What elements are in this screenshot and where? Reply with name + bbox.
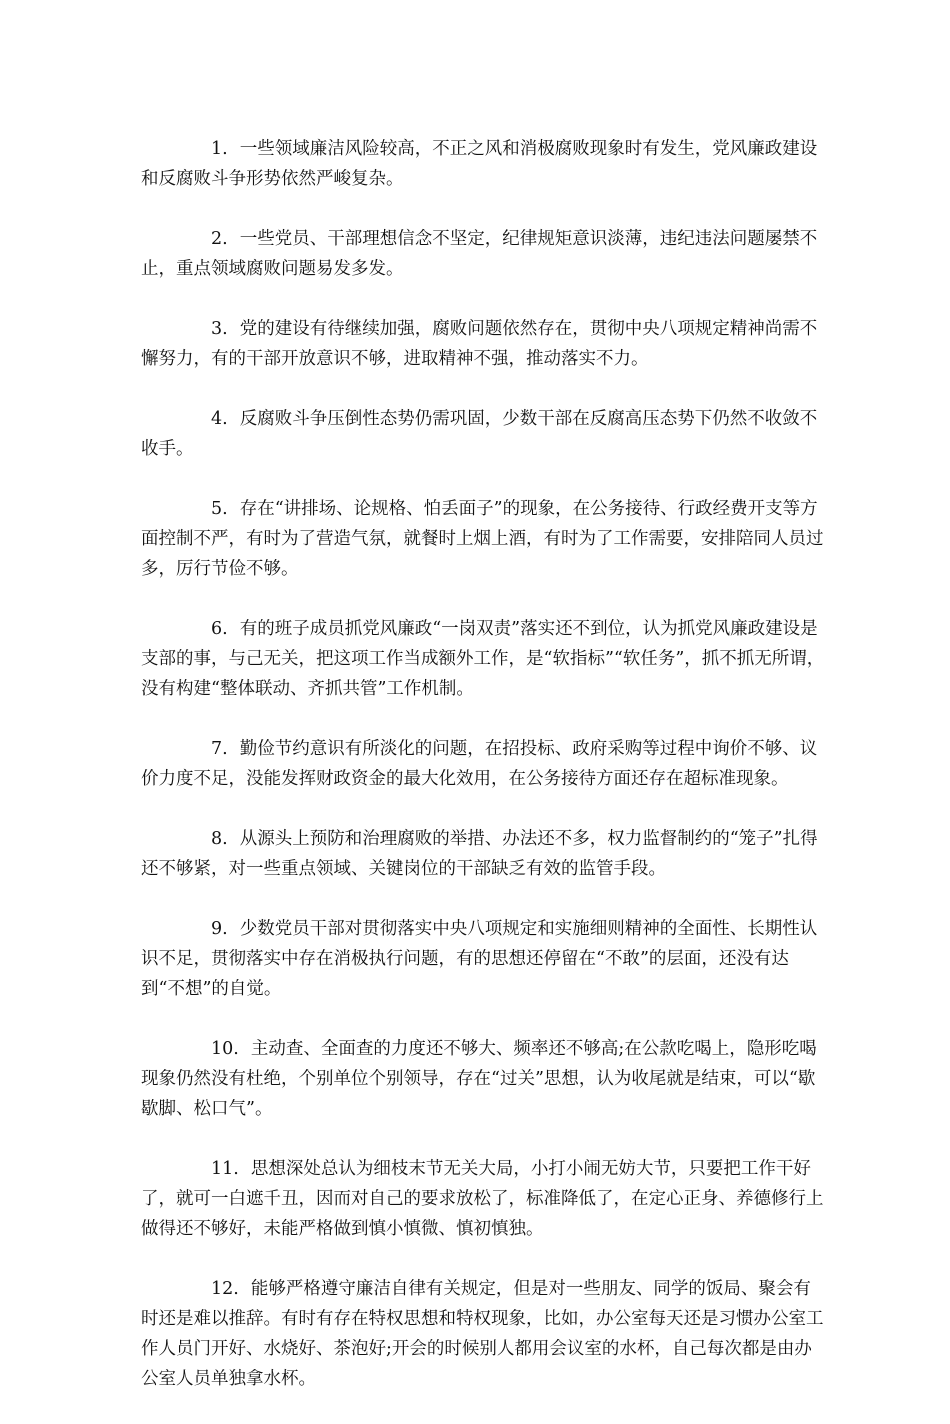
list-item	[141, 404, 826, 464]
item-text: 党的建设有待继续加强，腐败问题依然存在，贯彻中央八项规定精神尚需不懈努力，有的干部开放意识不够，进取精神不强，推动落实不力。	[141, 319, 818, 369]
item-text: 一些党员、干部理想信念不坚定，纪律规矩意识淡薄，违纪违法问题屡禁不止，重点领域腐败问题易发多发。	[141, 229, 818, 279]
item-number: 1.	[211, 139, 228, 159]
list-item	[141, 1154, 826, 1244]
list-item	[141, 134, 826, 194]
list-item	[141, 1034, 826, 1124]
item-number: 5.	[211, 499, 228, 519]
item-text: 勤俭节约意识有所淡化的问题，在招投标、政府采购等过程中询价不够、议价力度不足，没能发挥财政资金的最大化效用，在公务接待方面还存在超标准现象。	[141, 739, 818, 789]
item-text: 少数党员干部对贯彻落实中央八项规定和实施细则精神的全面性、长期性认识不足，贯彻落实中存在消极执行问题，有的思想还停留在“不敢”的层面，还没有达到“不想”的自觉。	[141, 919, 818, 999]
document-body	[141, 134, 826, 1424]
item-number: 10.	[211, 1039, 239, 1059]
item-text: 思想深处总认为细枝末节无关大局，小打小闹无妨大节，只要把工作干好了，就可一白遮千丑，因而对自己的要求放松了，标准降低了，在定心正身、养德修行上做得还不够好，未能严格做到慎小慎微、慎初慎独。	[141, 1159, 824, 1239]
item-number: 8.	[211, 829, 228, 849]
item-number: 6.	[211, 619, 228, 639]
item-text: 从源头上预防和治理腐败的举措、办法还不多，权力监督制约的“笼子”扎得还不够紧，对一些重点领域、关键岗位的干部缺乏有效的监管手段。	[141, 829, 818, 879]
list-item	[141, 734, 826, 794]
list-item	[141, 614, 826, 704]
item-text: 主动查、全面查的力度还不够大、频率还不够高;在公款吃喝上，隐形吃喝现象仍然没有杜绝，个别单位个别领导，存在“过关”思想，认为收尾就是结束，可以“歇歇脚、松口气”。	[141, 1039, 817, 1119]
list-item	[141, 824, 826, 884]
item-text: 一些领域廉洁风险较高，不正之风和消极腐败现象时有发生，党风廉政建设和反腐败斗争形势依然严峻复杂。	[141, 139, 818, 189]
item-text: 能够严格遵守廉洁自律有关规定，但是对一些朋友、同学的饭局、聚会有时还是难以推辞。有时有存在特权思想和特权现象，比如，办公室每天还是习惯办公室工作人员门开好、水烧好、茶泡好;开会的时候别人都用会议室的水杯，自己每次都是由办公室人员单独拿水杯。	[141, 1279, 824, 1389]
list-item	[141, 494, 826, 584]
item-text: 有的班子成员抓党风廉政“一岗双责”落实还不到位，认为抓党风廉政建设是支部的事，与己无关，把这项工作当成额外工作，是“软指标”“软任务”，抓不抓无所谓，没有构建“整体联动、齐抓共管”工作机制。	[141, 619, 825, 699]
item-number: 9.	[211, 919, 228, 939]
item-number: 7.	[211, 739, 228, 759]
item-text: 存在“讲排场、论规格、怕丢面子”的现象，在公务接待、行政经费开支等方面控制不严，有时为了营造气氛，就餐时上烟上酒，有时为了工作需要，安排陪同人员过多，厉行节俭不够。	[141, 499, 824, 579]
list-item	[141, 914, 826, 1004]
item-number: 2.	[211, 229, 228, 249]
list-item	[141, 1274, 826, 1394]
list-item	[141, 314, 826, 374]
item-number: 4.	[211, 409, 228, 429]
item-text: 反腐败斗争压倒性态势仍需巩固，少数干部在反腐高压态势下仍然不收敛不收手。	[141, 409, 818, 459]
item-number: 12.	[211, 1279, 239, 1299]
item-number: 3.	[211, 319, 228, 339]
list-item	[141, 224, 826, 284]
item-number: 11.	[211, 1159, 239, 1179]
